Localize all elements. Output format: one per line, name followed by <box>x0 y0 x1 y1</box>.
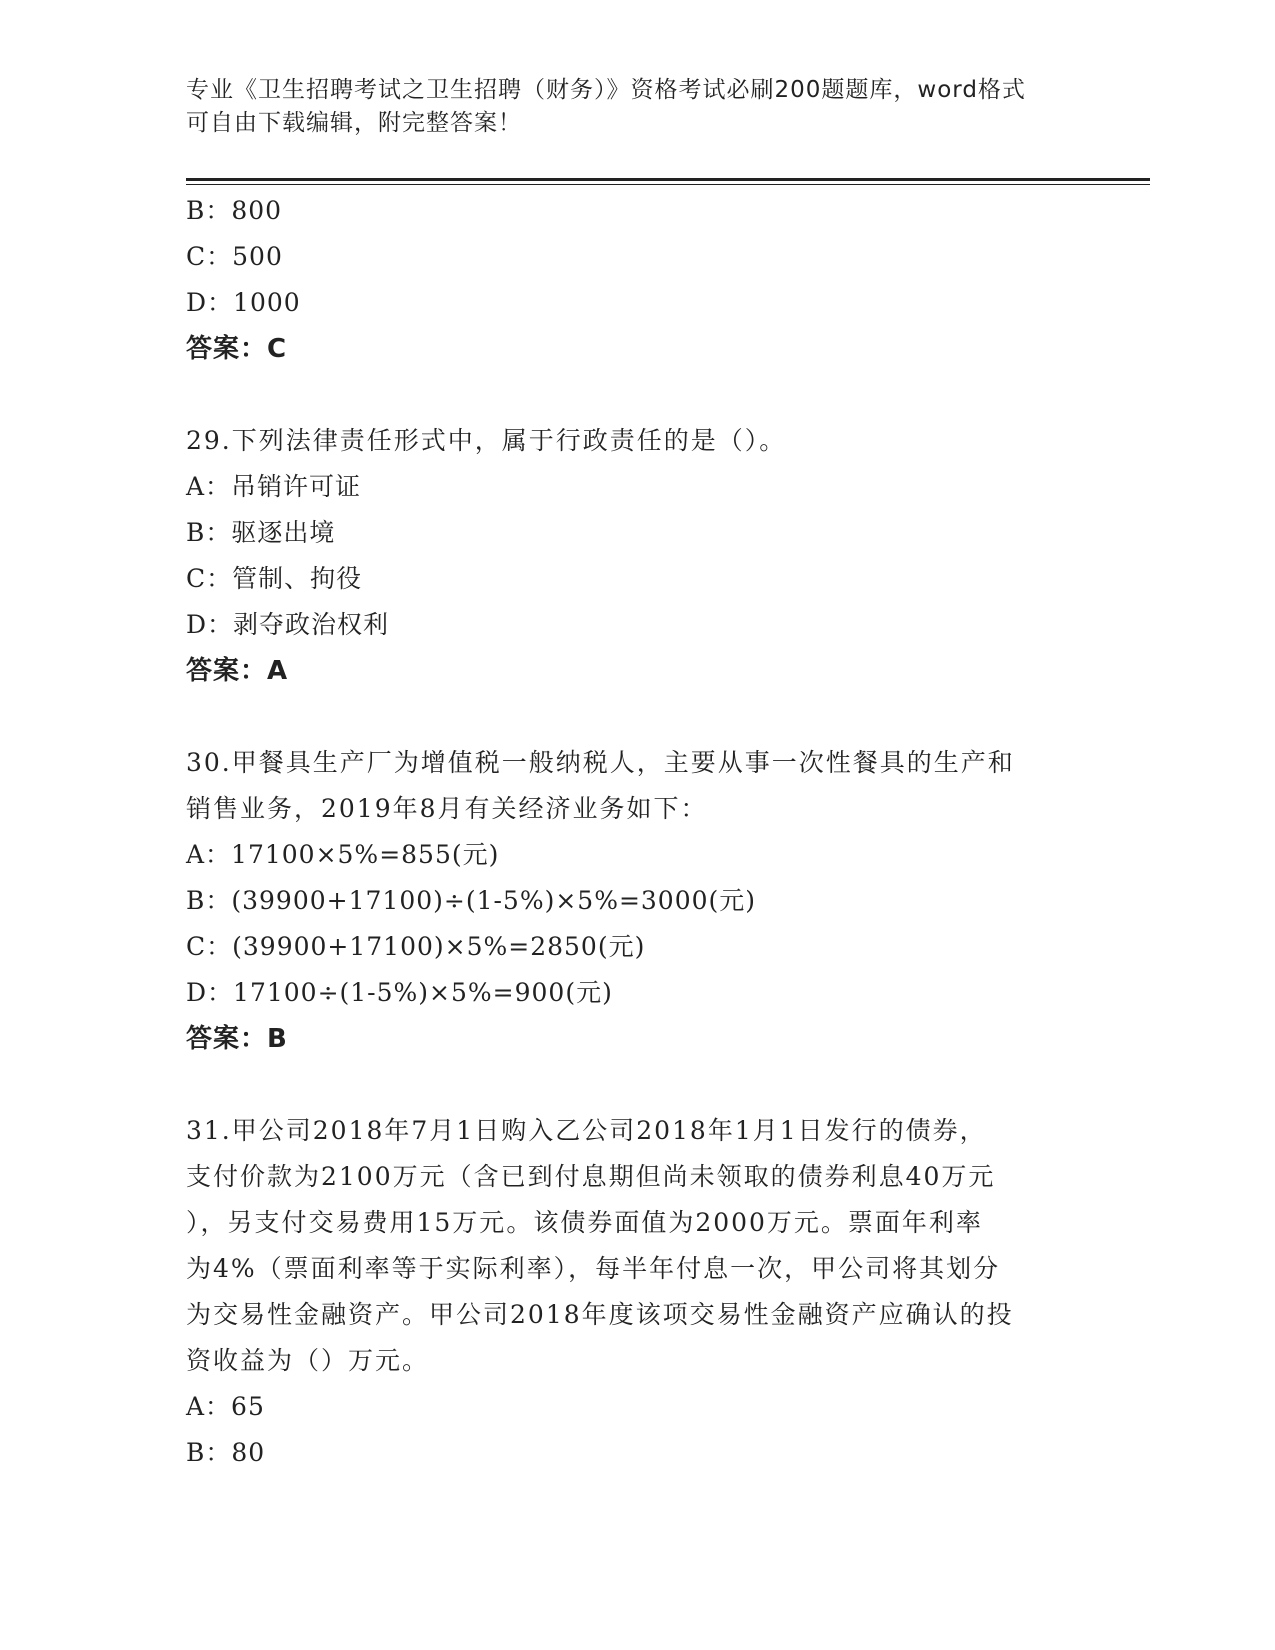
question-line: 销售业务，2019年8月有关经济业务如下： <box>186 794 708 823</box>
option-c: C：(39900+17100)×5%=2850(元) <box>186 932 646 961</box>
header-divider-thin <box>186 184 1150 185</box>
header-line-2: 可自由下载编辑，附完整答案！ <box>186 110 522 136</box>
option-c: C：500 <box>186 242 283 271</box>
header-divider-thick <box>186 178 1150 181</box>
question-line: 为4%（票面利率等于实际利率），每半年付息一次，甲公司将其划分 <box>186 1254 1001 1283</box>
question-line: 资收益为（）万元。 <box>186 1346 430 1375</box>
option-a: A：17100×5%=855(元) <box>186 840 500 869</box>
answer-label: 答案：A <box>186 656 289 686</box>
question-line: 30.甲餐具生产厂为增值税一般纳税人，主要从事一次性餐具的生产和 <box>186 748 1015 777</box>
question-line: 31.甲公司2018年7月1日购入乙公司2018年1月1日发行的债券， <box>186 1116 987 1145</box>
option-b: B：800 <box>186 196 283 225</box>
question-30-block <box>186 740 1086 1062</box>
option-a: A：65 <box>186 1392 265 1421</box>
question-line: 为交易性金融资产。甲公司2018年度该项交易性金融资产应确认的投 <box>186 1300 1014 1329</box>
document-header <box>186 74 1066 140</box>
header-line-1: 专业《卫生招聘考试之卫生招聘（财务）》资格考试必刷200题题库，word格式 <box>186 77 1026 103</box>
question-line: ），另支付交易费用15万元。该债券面值为2000万元。票面年利率 <box>186 1208 983 1237</box>
spacer <box>186 1062 1086 1108</box>
option-c: C：管制、拘役 <box>186 564 363 593</box>
option-a: A：吊销许可证 <box>186 472 362 501</box>
option-d: D：17100÷(1-5%)×5%=900(元) <box>186 978 613 1007</box>
question-text <box>186 740 1086 832</box>
question-31-block <box>186 1108 1086 1476</box>
option-b: B：驱逐出境 <box>186 518 336 547</box>
question-text <box>186 418 1086 464</box>
question-29-block <box>186 418 1086 694</box>
question-content <box>186 188 1086 1476</box>
answer-label: 答案：B <box>186 1024 288 1054</box>
option-d: D：1000 <box>186 288 301 317</box>
option-b: B：(39900+17100)÷(1-5%)×5%=3000(元) <box>186 886 757 915</box>
answer-label: 答案：C <box>186 334 288 364</box>
option-d: D：剥夺政治权利 <box>186 610 390 639</box>
question-line: 支付价款为2100万元（含已到付息期但尚未领取的债券利息40万元 <box>186 1162 996 1191</box>
question-line: 29.下列法律责任形式中，属于行政责任的是（）。 <box>186 426 787 455</box>
spacer <box>186 694 1086 740</box>
spacer <box>186 372 1086 418</box>
question-28-block <box>186 188 1086 372</box>
option-b: B：80 <box>186 1438 266 1467</box>
question-text <box>186 1108 1086 1384</box>
